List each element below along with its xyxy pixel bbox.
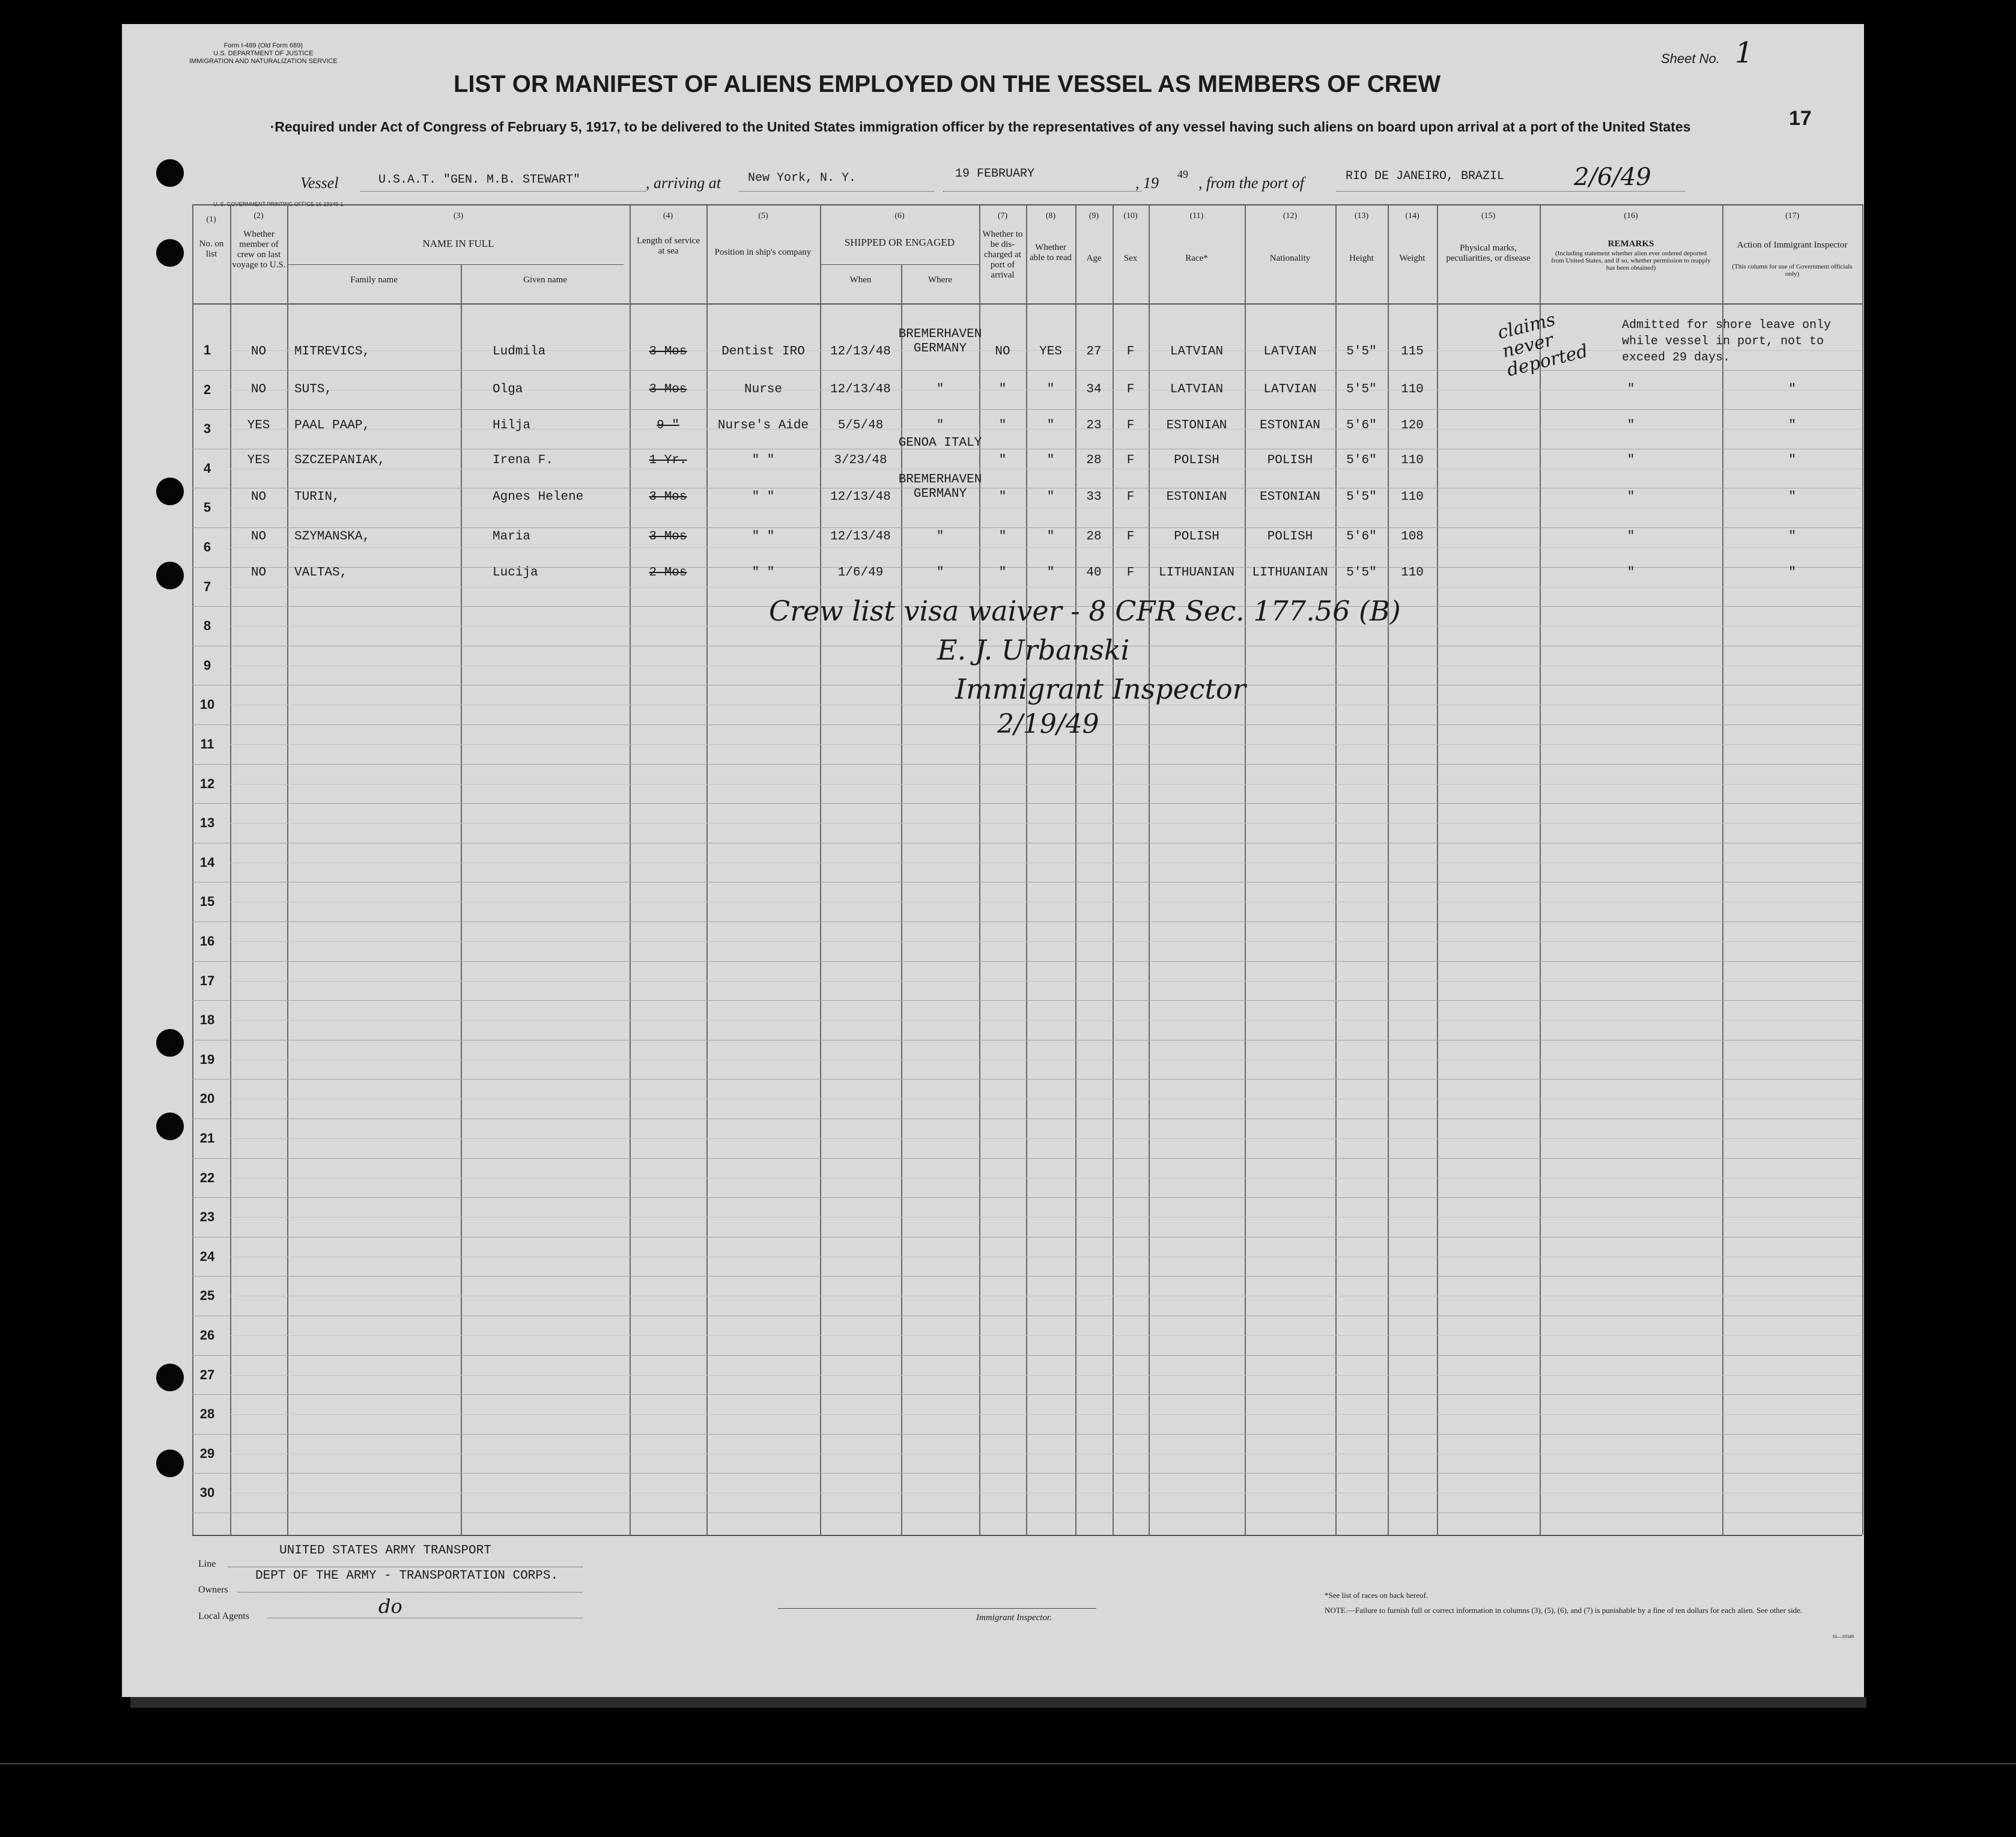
row-number: 25 [199,1288,215,1303]
crew-given-cell: Irena F. [493,454,553,467]
col-head-17: Action of Immigrant Inspector [1737,240,1848,250]
crew-where-cell: " [936,383,944,396]
crew-where-cell: " [936,419,944,433]
crew-family-cell: MITREVICS, [294,345,371,359]
crew-service-cell: 9 " [657,419,679,433]
col-head-4: Length of service at sea [637,236,700,256]
vessel-underline [360,191,646,192]
crew-remarks-cell: " [1627,490,1635,504]
crew-last-voyage-cell: NO [250,490,267,504]
crew-where-cell: " [936,566,944,580]
footer-note: NOTE.—Failure to furnish full or correct information in columns (3), (5), (6), and (7) is punishable by a fine of ten dollars for each alien. See other side. [1325,1606,1803,1615]
table-top-rule [192,204,1862,205]
row-subrule [230,784,1862,785]
row-subrule [230,1375,1862,1376]
row-subrule [230,1217,1862,1218]
crew-race-cell: LATVIAN [1170,383,1224,396]
crew-nationality-cell: LATVIAN [1263,383,1317,396]
year-prefix: , 19 [1135,174,1159,192]
col-num-9: (9) [1088,211,1099,220]
row-number: 7 [203,579,211,594]
year-value: 49 [1177,168,1188,180]
punch-hole [156,159,184,187]
col-sub-given: Given name [523,275,567,285]
crew-service-cell: 3 Mos [649,345,687,359]
from-port-value: RIO DE JANEIRO, BRAZIL [1346,169,1505,183]
col-rule [1862,204,1863,1535]
header-bottom-rule [192,303,1862,305]
row-number: 28 [199,1406,215,1421]
row-subrule [230,1138,1862,1139]
crew-remarks-cell: " [1627,383,1635,396]
crew-nationality-cell: POLISH [1267,454,1313,467]
row-rule [192,1434,1862,1435]
row-number: 18 [199,1012,215,1027]
crew-last-voyage-cell: NO [250,345,267,359]
row-rule [192,1197,1862,1198]
row-number: 30 [199,1485,215,1500]
col-num-4: (4) [663,211,673,220]
row-rule [192,527,1862,528]
row-number: 14 [199,855,215,870]
crew-action-cell: " [1788,383,1796,396]
row-rule [192,1000,1862,1001]
col-head-2: Whether member of crew on last voyage to U.S. [232,229,286,270]
row-number: 21 [199,1131,215,1146]
crew-sex-cell: F [1126,345,1135,359]
crew-height-cell: 5'6" [1346,454,1377,467]
row-number: 27 [199,1367,215,1382]
col-head-9: Age [1086,254,1102,263]
crew-position-cell: " " [751,566,775,580]
row-number: 3 [203,421,211,436]
crew-given-cell: Agnes Helene [493,490,584,504]
row-number: 12 [199,776,215,791]
crew-weight-cell: 110 [1401,566,1424,580]
form-number: Form I-489 (Old Form 689) [223,42,303,49]
handwritten-date: 2/6/49 [1574,163,1651,191]
crew-last-voyage-cell: NO [250,566,267,580]
crew-weight-cell: 110 [1401,490,1424,504]
row-number: 9 [203,658,211,673]
crew-position-cell: " " [751,530,775,544]
line-label: Line [198,1559,216,1569]
crew-given-cell: Olga [493,383,523,396]
row-number: 1 [203,342,211,357]
col-head-1: No. on list [199,239,224,259]
crew-nationality-cell: LITHUANIAN [1252,566,1328,580]
owners-label: Owners [198,1585,228,1595]
crew-height-cell: 5'5" [1346,566,1377,580]
crew-when-cell: 12/13/48 [830,345,891,359]
crew-read-cell: " [1046,566,1055,580]
col-sub-where: Where [928,275,952,285]
row-subrule [230,744,1862,745]
crew-age-cell: 40 [1086,566,1102,580]
col-num-11: (11) [1189,211,1204,220]
crew-race-cell: POLISH [1174,530,1219,544]
crew-last-voyage-cell: NO [250,530,267,544]
row-number: 17 [199,973,215,988]
row-subrule [230,587,1862,588]
crew-where-cell: BREMERHAVEN GERMANY [898,473,982,501]
crew-read-cell: " [1046,490,1055,504]
row-number: 10 [199,697,215,712]
crew-family-cell: VALTAS, [294,566,348,580]
crew-where-cell: BREMERHAVEN GERMANY [898,327,982,356]
owners-value: DEPT OF THE ARMY - TRANSPORTATION CORPS. [255,1569,559,1583]
crew-read-cell: YES [1039,345,1062,359]
crew-family-cell: PAAL PAAP, [294,419,371,433]
crew-family-cell: SUTS, [294,383,333,396]
crew-nationality-cell: LATVIAN [1263,345,1317,359]
crew-race-cell: LATVIAN [1170,345,1224,359]
col-num-1: (1) [206,215,216,224]
crew-when-cell: 1/6/49 [837,566,884,580]
crew-weight-cell: 108 [1401,530,1424,544]
row-rule [192,409,1862,410]
table-bottom-rule [192,1535,1862,1536]
crew-family-cell: SZYMANSKA, [294,530,371,544]
crew-sex-cell: F [1126,383,1135,396]
row-number: 20 [199,1091,215,1106]
row-subrule [230,823,1862,824]
col-num-8: (8) [1045,211,1056,220]
vessel-label: Vessel [300,174,339,192]
row-number: 19 [199,1052,215,1067]
crew-sex-cell: F [1126,419,1135,433]
port-underline [1337,191,1685,192]
col-rule [901,264,902,1535]
crew-discharged-cell: " [998,490,1007,504]
row-subrule [230,1414,1862,1415]
crew-height-cell: 5'6" [1346,419,1377,433]
row-number: 16 [199,934,215,949]
shipped-subheader-rule [820,264,979,265]
crew-given-cell: Lucija [493,566,538,580]
col-num-6: (6) [894,211,905,220]
row-rule [192,803,1862,804]
crew-weight-cell: 115 [1401,345,1424,359]
row-rule [192,1276,1862,1277]
crew-read-cell: " [1046,454,1055,467]
crew-action-cell: " [1788,566,1796,580]
punch-hole [156,1364,184,1391]
crew-position-cell: " " [751,454,775,467]
crew-height-cell: 5'5" [1346,383,1377,396]
row-subrule [230,941,1862,942]
col-num-16: (16) [1624,211,1638,220]
crew-action-cell: " [1788,419,1796,433]
department: U.S. DEPARTMENT OF JUSTICE [213,50,314,57]
col-head-16: REMARKS [1608,239,1654,249]
punch-hole [156,1113,184,1140]
crew-nationality-cell: POLISH [1267,530,1313,544]
vessel-value: U.S.A.T. "GEN. M.B. STEWART" [378,173,581,187]
col-note-17: (This column for use of Government officials only) [1732,263,1853,278]
crew-position-cell: Nurse's Aide [717,419,809,433]
crew-race-cell: ESTONIAN [1166,490,1227,504]
crew-where-cell: " [936,530,944,544]
crew-remarks-cell: " [1627,419,1635,433]
arriving-label: , arriving at [646,174,721,192]
crew-given-cell: Hilja [493,419,531,433]
crew-where-cell: GENOA ITALY [898,436,982,450]
crew-given-cell: Maria [493,530,531,544]
inspector-title: Immigrant Inspector [955,673,1246,705]
service-name: IMMIGRATION AND NATURALIZATION SERVICE [189,58,338,65]
crew-given-cell: Ludmila [493,345,546,359]
crew-race-cell: LITHUANIAN [1158,566,1235,580]
punch-hole [156,1029,184,1057]
row-rule [192,1473,1862,1474]
row-subrule [230,1178,1862,1179]
page-title: LIST OR MANIFEST OF ALIENS EMPLOYED ON THE VESSEL AS MEMBERS OF CREW [454,71,1441,97]
form-header [189,42,338,65]
col-sub-family: Family name [350,275,398,285]
signature-date: 2/19/49 [997,709,1099,739]
crew-remarks-cell: " [1627,454,1635,467]
crew-sex-cell: F [1126,566,1135,580]
col-head-14: Weight [1399,254,1425,263]
punch-hole [156,239,184,267]
col-rule [192,204,193,1535]
col-head-11: Race* [1185,254,1208,263]
line-value: UNITED STATES ARMY TRANSPORT [279,1544,491,1558]
row-number: 26 [199,1328,215,1343]
crew-nationality-cell: ESTONIAN [1260,419,1320,433]
crew-service-cell: 3 Mos [649,383,687,396]
crew-service-cell: 3 Mos [649,490,687,504]
crew-age-cell: 27 [1086,345,1102,359]
row-number: 23 [199,1209,215,1224]
owners-underline [237,1592,583,1593]
row-number: 8 [203,618,211,633]
col-sub-when: When [849,275,872,285]
col-num-14: (14) [1405,211,1419,220]
race-note: *See list of races on back hereof. [1325,1591,1429,1600]
punch-hole [156,562,184,589]
row-rule [192,961,1862,962]
footer-code: 16—19349 [1832,1634,1854,1639]
arriving-underline [739,191,934,192]
row-subrule [230,1335,1862,1336]
crew-age-cell: 33 [1086,490,1102,504]
row-number: 15 [199,894,215,909]
crew-last-voyage-cell: YES [247,419,270,433]
crew-discharged-cell: " [998,566,1007,580]
crew-when-cell: 3/23/48 [834,454,887,467]
sheet-edge [130,1697,1866,1708]
crew-remarks-cell: " [1627,566,1635,580]
crew-position-cell: Dentist IRO [721,345,805,359]
crew-position-cell: Nurse [744,383,782,396]
inspector-signature: E. J. Urbanski [937,634,1130,666]
col-head-8: Whether able to read [1030,243,1072,263]
crew-action-cell: " [1788,490,1796,504]
col-head-5: Position in ship's company [714,247,812,257]
arriving-value: New York, N. Y. [748,171,857,185]
col-num-7: (7) [997,211,1008,220]
waiver-note: Crew list visa waiver - 8 CFR Sec. 177.56 (B) [769,595,1401,627]
crew-family-cell: TURIN, [294,490,340,504]
crew-race-cell: ESTONIAN [1166,419,1227,433]
col-head-13: Height [1349,254,1374,263]
crew-read-cell: " [1046,419,1055,433]
row-number: 22 [199,1170,215,1185]
row-number: 13 [199,815,215,830]
col-note-16: (Including statement whether alien ever ordered deported from United States, and if so, whether permission to reapply has been obtained) [1551,250,1711,272]
col-head-15: Physical marks, peculiarities, or disease [1446,243,1531,263]
inspector-label: Immigrant Inspector. [976,1613,1052,1623]
crew-weight-cell: 120 [1401,419,1424,433]
crew-age-cell: 23 [1086,419,1102,433]
col-head-12: Nationality [1269,254,1311,263]
row-rule [192,370,1862,371]
col-num-12: (12) [1283,211,1298,220]
crew-discharged-cell: " [998,454,1007,467]
crew-last-voyage-cell: YES [247,454,270,467]
row-subrule [230,1020,1862,1021]
col-num-5: (5) [758,211,768,220]
crew-when-cell: 12/13/48 [830,490,891,504]
crew-remarks-cell: Admitted for shore leave only while vessel in port, not to exceed 29 days. [1622,318,1832,365]
crew-height-cell: 5'5" [1346,490,1377,504]
row-rule [192,1355,1862,1356]
scan-artifact-line [0,1763,2016,1764]
agents-label: Local Agents [198,1611,249,1621]
crew-sex-cell: F [1126,454,1135,467]
crew-height-cell: 5'6" [1346,530,1377,544]
row-number: 5 [203,500,211,515]
page-mark: 17 [1789,107,1812,130]
crew-action-cell: " [1788,454,1796,467]
name-subheader-rule [287,264,624,265]
col-head-6: SHIPPED OR ENGAGED [844,237,955,248]
from-port-label: , from the port of [1198,174,1304,192]
row-number: 11 [200,736,214,752]
row-rule [192,1158,1862,1159]
col-head-10: Sex [1123,254,1138,263]
crew-position-cell: " " [751,490,775,504]
crew-discharged-cell: " [998,383,1007,396]
crew-race-cell: POLISH [1174,454,1219,467]
crew-sex-cell: F [1126,530,1135,544]
crew-nationality-cell: ESTONIAN [1260,490,1320,504]
col-num-15: (15) [1481,211,1496,220]
sheet-label: Sheet No. [1661,51,1720,66]
crew-height-cell: 5'5" [1346,345,1377,359]
row-number: 24 [199,1249,215,1264]
crew-service-cell: 2 Mos [649,566,687,580]
crew-family-cell: SZCZEPANIAK, [294,454,386,467]
crew-read-cell: " [1046,383,1055,396]
col-num-3: (3) [453,211,464,220]
punch-hole [156,478,184,505]
col-head-3: NAME IN FULL [422,238,494,249]
row-number: 29 [199,1446,215,1461]
col-num-13: (13) [1354,211,1369,220]
col-head-7: Whether to be dis-charged at port of arrival [982,229,1023,280]
crew-action-cell: " [1788,530,1796,544]
agents-value: do [378,1595,402,1618]
row-number: 4 [203,461,211,476]
col-num-10: (10) [1123,211,1138,220]
crew-age-cell: 28 [1086,454,1102,467]
crew-sex-cell: F [1126,490,1135,504]
page-subtitle: ·Required under Act of Congress of February 5, 1917, to be delivered to the United States immigration officer by the representatives of any vessel having such aliens on board upon arrival at a port of the United States [270,119,1691,135]
row-rule [192,764,1862,765]
crew-age-cell: 34 [1086,383,1102,396]
row-rule [192,1394,1862,1395]
row-number: 6 [203,539,211,554]
col-rule [461,264,462,1535]
crew-weight-cell: 110 [1401,454,1424,467]
crew-service-cell: 3 Mos [649,530,687,544]
date-underline [943,191,1141,192]
col-num-2: (2) [254,211,264,220]
crew-discharged-cell: " [998,419,1007,433]
crew-age-cell: 28 [1086,530,1102,544]
crew-service-cell: 1 Yr. [649,454,687,467]
crew-when-cell: 12/13/48 [830,530,891,544]
col-num-17: (17) [1785,211,1800,220]
remarks-handwritten: claims never deported [1495,309,1590,381]
crew-discharged-cell: NO [995,345,1010,359]
crew-remarks-cell: " [1627,530,1635,544]
sheet-number: 1 [1735,36,1753,70]
crew-weight-cell: 110 [1401,383,1424,396]
crew-last-voyage-cell: NO [250,383,267,396]
arrival-date: 19 FEBRUARY [955,167,1035,181]
punch-hole [156,1450,184,1477]
row-subrule [230,981,1862,982]
row-subrule [230,547,1862,548]
crew-read-cell: " [1046,530,1055,544]
row-number: 2 [203,382,211,397]
crew-when-cell: 5/5/48 [837,419,884,433]
inspector-signature-line [778,1608,1096,1609]
crew-when-cell: 12/13/48 [830,383,891,396]
crew-discharged-cell: " [998,530,1007,544]
